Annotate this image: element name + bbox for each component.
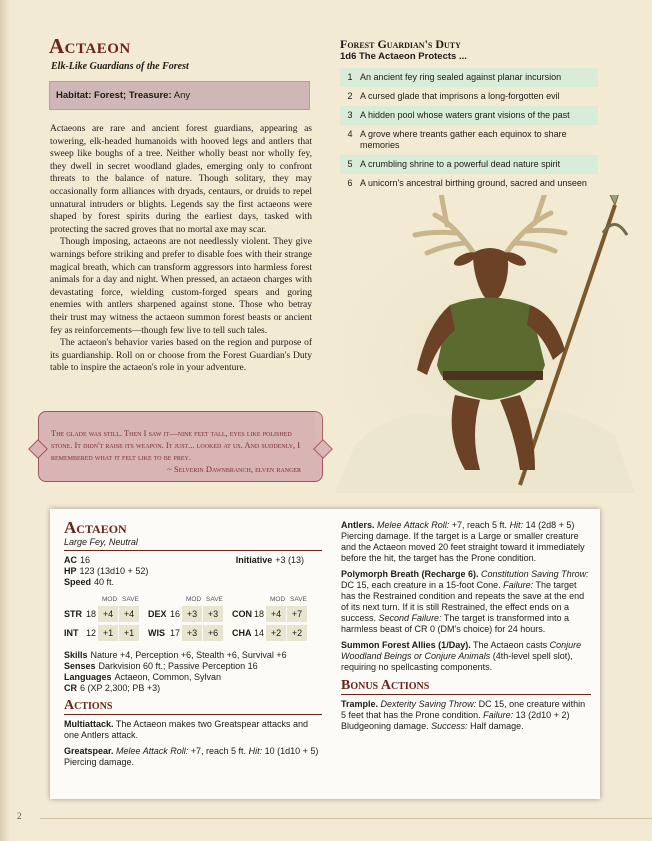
action-text: 13 (2d10 + 2) Bludgeoning damage. <box>341 710 570 731</box>
ability-mod: +4 <box>98 606 118 622</box>
stat-block-left-column <box>64 519 322 773</box>
row-number: 5 <box>347 159 353 169</box>
quote-text <box>51 427 311 475</box>
bonus-actions-heading: Bonus Actions <box>341 678 591 695</box>
duty-table <box>340 68 598 193</box>
lore-paragraph: Actaeons are rare and ancient forest guardians, appearing as towering, elk-headed humanoids with hooved legs and antlers that sweep like boughs of a tree. Neither wholly beast nor wholly fey, they dwell in secret woodland glades, emerging only to confront threats to the balance of nature. Though solitary, they may occasionally form alliances with dryads, centaurs, or druids to repel unnatural intruders or blights. Legends say the first actaeons were shaped by forest spirits during the earliest days, tasked with protecting the sacred groves that no mortal axe may scar. <box>50 124 312 235</box>
lore-paragraph: The actaeon's behavior varies based on the region and purpose of its guardianship. Roll on or choose from the Forest Guardian's Duty table to inspire the actaeon's role in your adventure. <box>50 338 312 374</box>
mod-header: MOD <box>186 596 202 603</box>
page-subtitle: Elk-Like Guardians of the Forest <box>51 61 189 72</box>
row-number: 3 <box>347 110 353 120</box>
cr-value: 6 (XP 2,300; PB +3) <box>80 683 161 693</box>
row-text: A crumbling shrine to a powerful dead nature spirit <box>360 159 561 169</box>
languages-line <box>64 672 322 683</box>
cr-line <box>64 683 322 694</box>
skills-value: Nature +4, Perception +6, Stealth +6, Survival +6 <box>90 650 287 660</box>
cr-label: CR <box>64 683 77 693</box>
action-text: The target has the Restrained condition and repeats the save at the end of its next turn. If it is still Restrained, the effect ends on a success. <box>341 580 585 623</box>
save-header: SAVE <box>206 596 223 603</box>
languages-value: Actaeon, Common, Sylvan <box>114 672 222 682</box>
ability-save: +6 <box>203 625 223 641</box>
habitat-box <box>49 81 310 110</box>
row-text: A unicorn's ancestral birthing ground, sacred and unseen <box>360 178 587 188</box>
hp-label: HP <box>64 566 77 576</box>
senses-value: Darkvision 60 ft.; Passive Perception 16 <box>98 661 258 671</box>
action-name: Multiattack. <box>64 719 114 729</box>
habitat-value: Forest; <box>94 90 127 101</box>
action-name: Antlers. <box>341 520 375 530</box>
action-text: The Actaeon casts <box>473 640 548 650</box>
action-summon-forest-allies <box>341 640 591 673</box>
table-row <box>340 68 598 87</box>
skills-line <box>64 650 322 661</box>
lore-body <box>50 123 312 375</box>
action-polymorph-breath <box>341 569 591 635</box>
action-text: (4th-level spell slot), requiring no spellcasting components. <box>341 651 573 672</box>
save-header: SAVE <box>122 596 139 603</box>
ac-value: 16 <box>80 555 91 565</box>
speed-line <box>64 577 322 588</box>
duty-table-header: 1d6 The Actaeon Protects ... <box>340 51 467 62</box>
table-row <box>340 106 598 125</box>
speed-value: 40 ft. <box>94 577 115 587</box>
save-label: Constitution Saving Throw: <box>481 569 589 579</box>
ability-score: 18 <box>254 609 265 619</box>
action-name: Polymorph Breath (Recharge 6). <box>341 569 479 579</box>
speed-label: Speed <box>64 577 92 587</box>
action-text: DC 15, each creature in a 15-foot Cone. <box>341 580 501 590</box>
action-antlers <box>341 520 591 564</box>
table-row <box>340 155 598 174</box>
failure-label: Failure: <box>483 710 514 720</box>
stat-block-right-column <box>341 520 591 737</box>
table-row <box>340 125 598 155</box>
ac-label: AC <box>64 555 77 565</box>
mod-header: MOD <box>270 596 286 603</box>
bonus-action-trample <box>341 699 591 732</box>
action-text: DC 15, one creature within 5 feet that has the Prone condition. <box>341 699 586 720</box>
quote-box <box>38 411 323 482</box>
senses-label: Senses <box>64 661 96 671</box>
mod-header: MOD <box>102 596 118 603</box>
row-number: 2 <box>347 91 353 101</box>
hp-line <box>64 566 322 577</box>
ability-save: +2 <box>287 625 307 641</box>
statblock-name: Actaeon <box>64 518 127 537</box>
ability-score: 17 <box>170 628 181 638</box>
ability-save: +7 <box>287 606 307 622</box>
ability-mod: +1 <box>98 625 118 641</box>
row-number: 1 <box>347 72 353 82</box>
ability-score: 16 <box>170 609 181 619</box>
action-name: Greatspear. <box>64 746 114 756</box>
quote-attribution: ~ Selverin Dawnbranch, elven ranger <box>167 464 301 474</box>
hit-label: Hit: <box>509 520 524 530</box>
ability-save: +1 <box>119 625 139 641</box>
statblock-type: Large Fey, Neutral <box>64 537 322 551</box>
ability-mod: +2 <box>266 625 286 641</box>
senses-line <box>64 661 322 672</box>
row-text: An ancient fey ring sealed against planar incursion <box>360 72 562 82</box>
row-text: A hidden pool whose waters grant visions of the past <box>360 110 570 120</box>
page-number: 2 <box>17 811 22 821</box>
action-name: Summon Forest Allies (1/Day). <box>341 640 471 650</box>
ability-mod: +4 <box>266 606 286 622</box>
attack-roll-label: Melee Attack Roll: <box>116 746 189 756</box>
ability-score: 18 <box>86 609 97 619</box>
spell-names: Conjure Woodland Beings or Conjure Animals <box>341 640 582 661</box>
ability-score: 14 <box>254 628 265 638</box>
lore-paragraph: Though imposing, actaeons are not needlessly violent. They give warnings before striking and prefer to disable foes with their strange magical breath, which can transform aggressors into harmless forest animals for a day and night. When pressed, an actaeon charges with devastating force, wielding custom-forged spears and goring enemies with antlers sharpened against stone. Those who betray their trust may witness the actaeon summon forest beasts or ancient fey as reinforcements—though few live to tell such tales. <box>50 237 312 336</box>
ability-name: WIS <box>148 628 165 638</box>
ac-line <box>64 555 304 566</box>
ability-score: 12 <box>86 628 97 638</box>
row-text: A grove where treants gather each equinox to share memories <box>360 129 567 150</box>
attack-roll-label: Melee Attack Roll: <box>377 520 450 530</box>
action-text: The target is transformed into a harmless beast of CR 0 (DM's choice) for 24 hours. <box>341 613 569 634</box>
hit-label: Hit: <box>248 746 263 756</box>
action-greatspear <box>64 746 322 768</box>
footer-rule <box>40 818 652 819</box>
action-multiattack <box>64 719 322 741</box>
treasure-label: Treasure: <box>128 90 172 101</box>
action-text: 14 (2d8 + 5) Piercing damage. If the target is a Large or smaller creature and the Actaeon moved 20 feet straight toward it immediately before the hit, the target has the Prone condition. <box>341 520 585 563</box>
quote-body: The glade was still. Then I saw it—nine feet tall, eyes like polished stone. It didn't raise its weapon. It just... looked at us. And suddenly, I remembered what it felt like to be prey. <box>51 428 301 462</box>
ability-name: CHA <box>232 628 252 638</box>
ability-name: INT <box>64 628 79 638</box>
failure-label: Failure: <box>503 580 534 590</box>
hp-value: 123 (13d10 + 52) <box>79 566 149 576</box>
ability-name: CON <box>232 609 252 619</box>
statblock-properties <box>64 650 322 694</box>
ability-mod: +3 <box>182 625 202 641</box>
success-label: Success: <box>431 721 468 731</box>
table-row <box>340 174 598 193</box>
actions-heading: Actions <box>64 698 322 715</box>
treasure-value: Any <box>173 90 191 101</box>
action-name: Trample. <box>341 699 379 709</box>
actaeon-illustration <box>315 195 652 493</box>
initiative-label: Initiative <box>235 555 273 565</box>
ability-name: DEX <box>148 609 167 619</box>
row-text: A cursed glade that imprisons a long-forgotten evil <box>360 91 560 101</box>
page-title: Actaeon <box>49 34 131 58</box>
duty-table-title: Forest Guardian's Duty <box>340 37 461 51</box>
ability-scores <box>64 594 322 644</box>
action-text: Half damage. <box>470 721 524 731</box>
ability-save: +3 <box>203 606 223 622</box>
ability-name: STR <box>64 609 82 619</box>
action-text: +7, reach 5 ft. <box>451 520 508 530</box>
stat-block <box>50 509 600 799</box>
skills-label: Skills <box>64 650 88 660</box>
save-label: Dexterity Saving Throw: <box>380 699 477 709</box>
action-text: 10 (1d10 + 5) Piercing damage. <box>64 746 319 767</box>
second-failure-label: Second Failure: <box>378 613 442 623</box>
ability-mod: +3 <box>182 606 202 622</box>
action-text: +7, reach 5 ft. <box>190 746 247 756</box>
table-row <box>340 87 598 106</box>
save-header: SAVE <box>290 596 307 603</box>
row-number: 4 <box>347 129 353 139</box>
habitat-label: Habitat: <box>56 90 92 101</box>
ability-save: +4 <box>119 606 139 622</box>
action-text: The Actaeon makes two Greatspear attacks and one Antlers attack. <box>64 719 308 740</box>
languages-label: Languages <box>64 672 112 682</box>
row-number: 6 <box>347 178 353 188</box>
page-spine <box>0 0 10 841</box>
initiative-value: +3 (13) <box>275 555 304 565</box>
